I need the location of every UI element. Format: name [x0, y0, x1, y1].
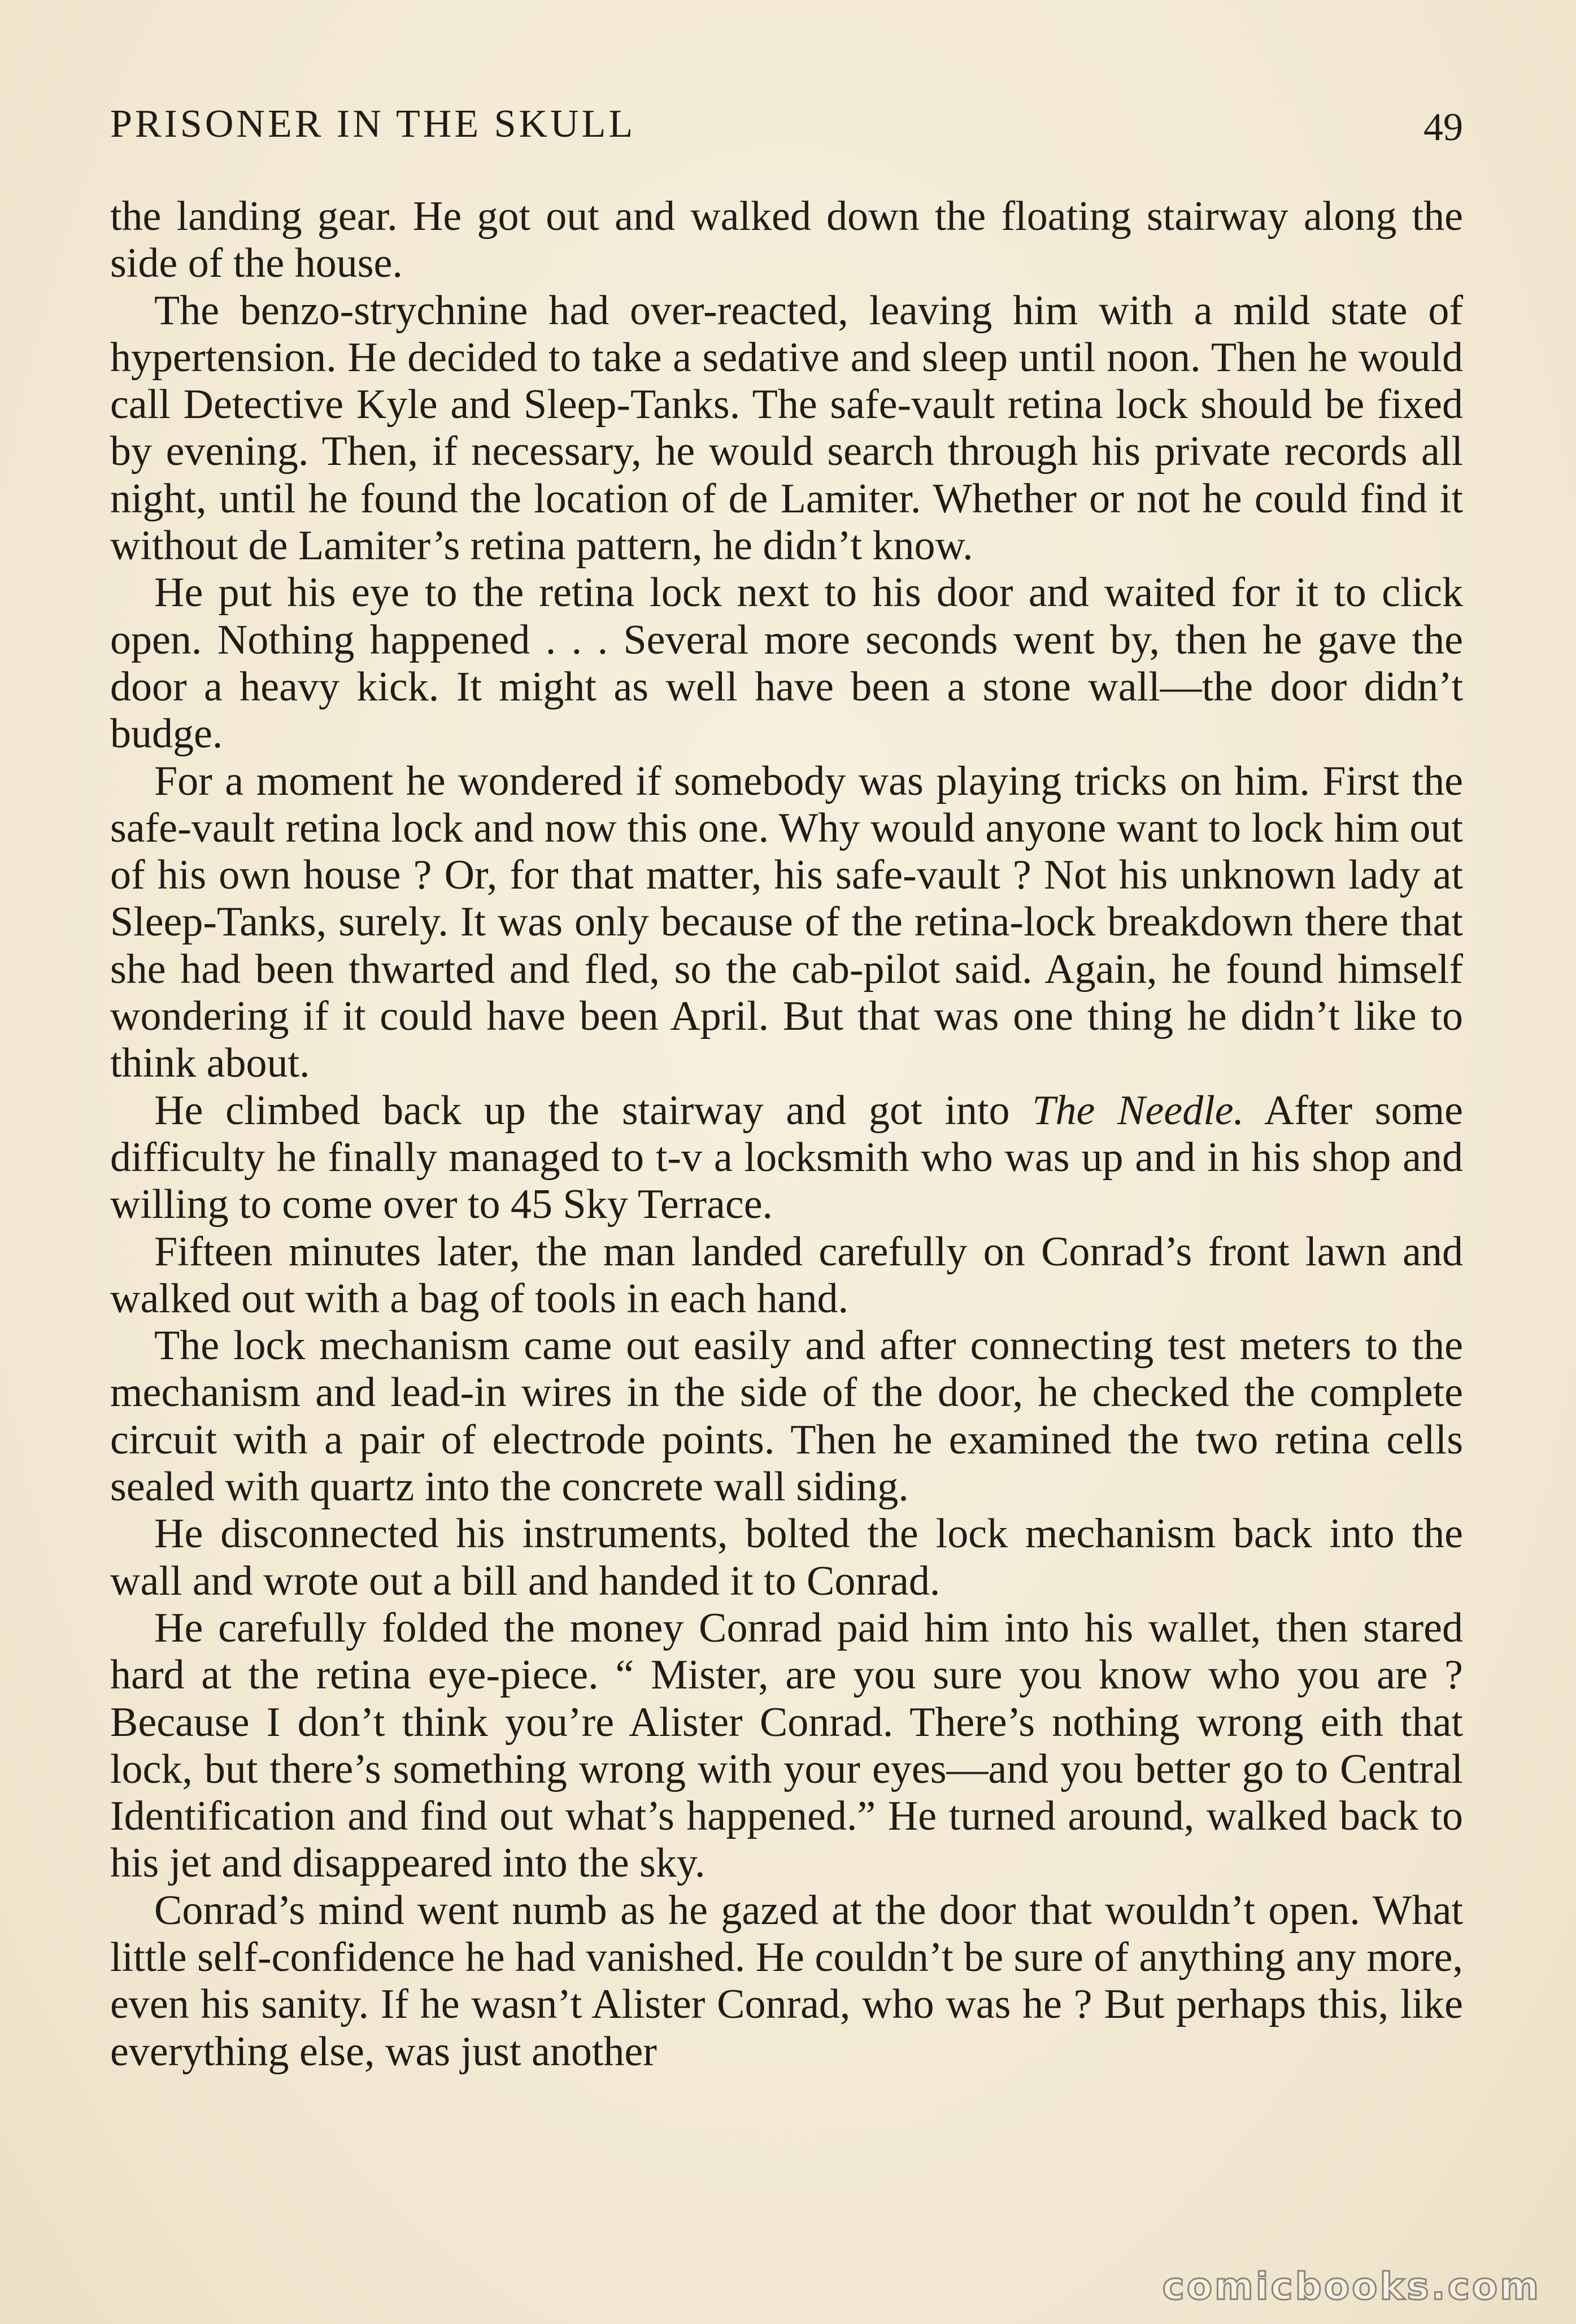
running-head: [110, 99, 1463, 150]
paragraph-2: The benzo-strychnine had over-reacted, leaving him with a mild state of hypertension. He decided to take a sedative and sleep until noon. Then he would call Detective Kyle and Sleep-Tanks. The safe-vault retina lock should be fixed by evening. Then, if necessary, he would search through his private records all night, until he found the location of de Lamiter. Whether or not he could find it without de Lamiter’s retina pattern, he didn’t know.: [110, 287, 1463, 569]
paragraph-8: He disconnected his instruments, bolted the lock mechanism back into the wall and wrote out a bill and handed it to Conrad.: [110, 1511, 1463, 1604]
watermark: comicbooks.com: [1162, 2265, 1541, 2308]
paragraph-9: He carefully folded the money Conrad paid him into his wallet, then stared hard at the retina eye-piece. “ Mister, are you sure you know who you are ? Because I don’t think you’re Alister Conrad. There’s nothing wrong eith that lock, but there’s something wrong with your eyes—and you better go to Central Identification and find out what’s happened.” He turned around, walked back to his jet and disappeared into the sky.: [110, 1604, 1463, 1887]
paragraph-4: For a moment he wondered if somebody was playing tricks on him. First the safe-vault retina lock and now this one. Why would anyone want to lock him out of his own house ? Or, for that matter, his safe-vault ? Not his unknown lady at Sleep-Tanks, surely. It was only because of the retina-lock breakdown there that she had been thwarted and fled, so the cab-pilot said. Again, he found himself wondering if it could have been April. But that was one thing he didn’t like to think about.: [110, 758, 1463, 1087]
paragraph-5: [110, 1087, 1463, 1229]
paragraph-6: Fifteen minutes later, the man landed carefully on Conrad’s front lawn and walked out with a bag of tools in each hand.: [110, 1228, 1463, 1322]
body-text: [110, 193, 1463, 2075]
paragraph-5-after: After some difficulty he finally managed to t-v a locksmith who was up and in his shop and willing to come over to 45 Sky Terrace.: [110, 1087, 1464, 1228]
page-number: 49: [1423, 106, 1463, 149]
paragraph-5-before: He climbed back up the stairway and got into: [154, 1087, 1033, 1134]
paragraph-3: He put his eye to the retina lock next to his door and waited for it to click open. Nothing happened . . . Several more seconds went by, then he gave the door a heavy kick. It might as well have been a stone wall—the door didn’t budge.: [110, 569, 1463, 758]
paragraph-7: The lock mechanism came out easily and after connecting test meters to the mechanism and lead-in wires in the side of the door, he checked the complete circuit with a pair of electrode points. Then he examined the two retina cells sealed with quartz into the concrete wall siding.: [110, 1322, 1463, 1511]
ship-name-italic: The Needle.: [1032, 1087, 1244, 1134]
paragraph-1: the landing gear. He got out and walked down the floating stairway along the side of the house.: [110, 193, 1463, 287]
paragraph-10: Conrad’s mind went numb as he gazed at the door that wouldn’t open. What little self-confidence he had vanished. He couldn’t be sure of anything any more, even his sanity. If he wasn’t Alister Conrad, who was he ? But perhaps this, like everything else, was just another: [110, 1887, 1463, 2075]
running-title: PRISONER IN THE SKULL: [110, 102, 636, 146]
